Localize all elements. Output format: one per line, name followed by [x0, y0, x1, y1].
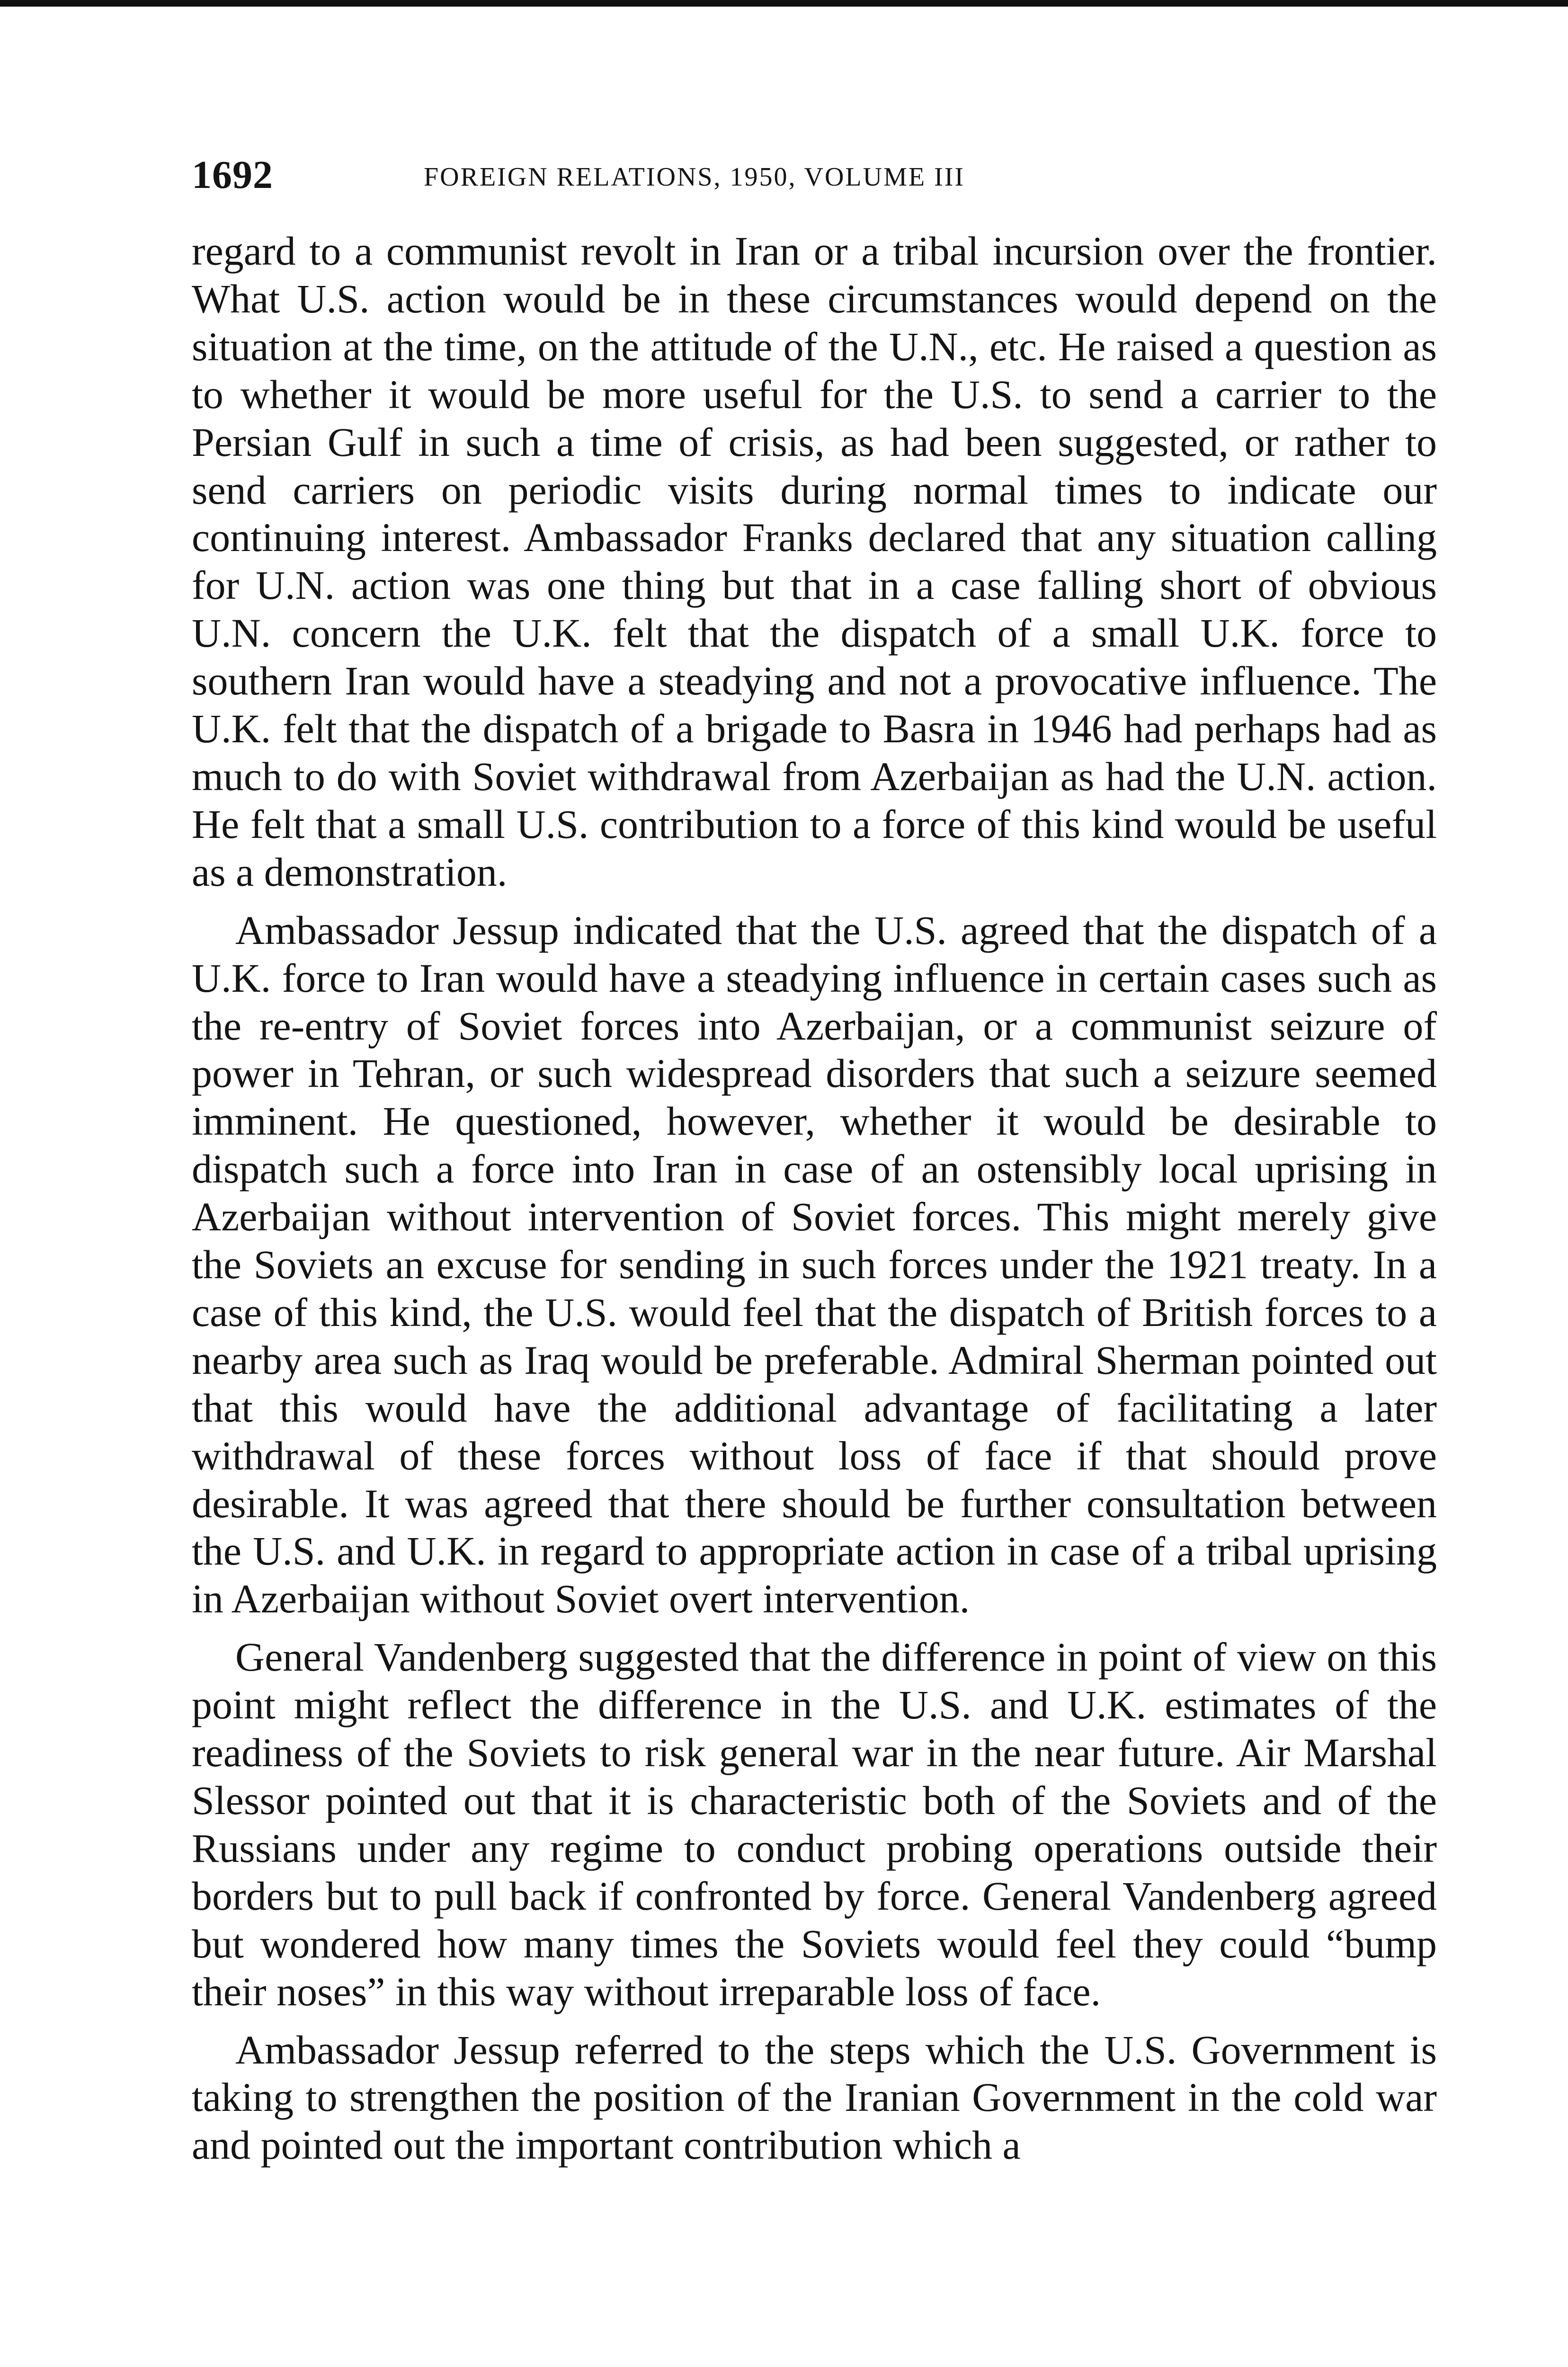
- running-header: [192, 147, 1437, 204]
- running-title: FOREIGN RELATIONS, 1950, VOLUME III: [424, 162, 965, 192]
- page-number: 1692: [192, 153, 273, 197]
- body-text: [192, 227, 1437, 2169]
- paragraph-continued: regard to a communist revolt in Iran or a tribal incursion over the frontier. What U.S. action would be in these circumstances would depend on the situation at the time, on the attitude of the U.N., etc. He raised a question as to whether it would be more useful for the U.S. to send a carrier to the Persian Gulf in such a time of crisis, as had been suggested, or rather to send carriers on periodic visits during normal times to indicate our continuing interest. Ambassador Franks declared that any situation calling for U.N. action was one thing but that in a case falling short of obvious U.N. concern the U.K. felt that the dispatch of a small U.K. force to southern Iran would have a steadying and not a provocative influence. The U.K. felt that the dispatch of a brigade to Basra in 1946 had perhaps had as much to do with Soviet withdrawal from Azerbaijan as had the U.N. action. He felt that a small U.S. contribution to a force of this kind would be useful as a demonstration.: [192, 228, 1437, 895]
- paragraph: Ambassador Jessup referred to the steps which the U.S. Government is taking to strengthen the position of the Iranian Government in the cold war and pointed out the important contribution which a: [192, 2027, 1437, 2168]
- paragraph: Ambassador Jessup indicated that the U.S. agreed that the dispatch of a U.K. force to Iran would have a steadying influence in certain cases such as the re-entry of Soviet forces into Azerbaijan, or a communist seizure of power in Tehran, or such widespread disorders that such a seizure seemed imminent. He questioned, however, whether it would be desirable to dispatch such a force into Iran in case of an ostensibly local uprising in Azerbaijan without intervention of Soviet forces. This might merely give the Soviets an excuse for sending in such forces under the 1921 treaty. In a case of this kind, the U.S. would feel that the dispatch of British forces to a nearby area such as Iraq would be preferable. Admiral Sherman pointed out that this would have the additional advantage of facilitating a later withdrawal of these forces without loss of face if that should prove desirable. It was agreed that there should be further consultation between the U.S. and U.K. in regard to appropriate action in case of a tribal uprising in Azerbaijan without Soviet overt intervention.: [192, 907, 1437, 1622]
- top-border: [0, 0, 1568, 7]
- paragraph: General Vandenberg suggested that the difference in point of view on this point might reflect the difference in the U.S. and U.K. estimates of the readiness of the Soviets to risk general war in the near future. Air Marshal Slessor pointed out that it is characteristic both of the Soviets and of the Russians under any regime to conduct probing operations outside their borders but to pull back if confronted by force. General Vandenberg agreed but wondered how many times the Soviets would feel they could “bump their noses” in this way without irreparable loss of face.: [192, 1634, 1437, 2014]
- document-page: [192, 147, 1437, 2180]
